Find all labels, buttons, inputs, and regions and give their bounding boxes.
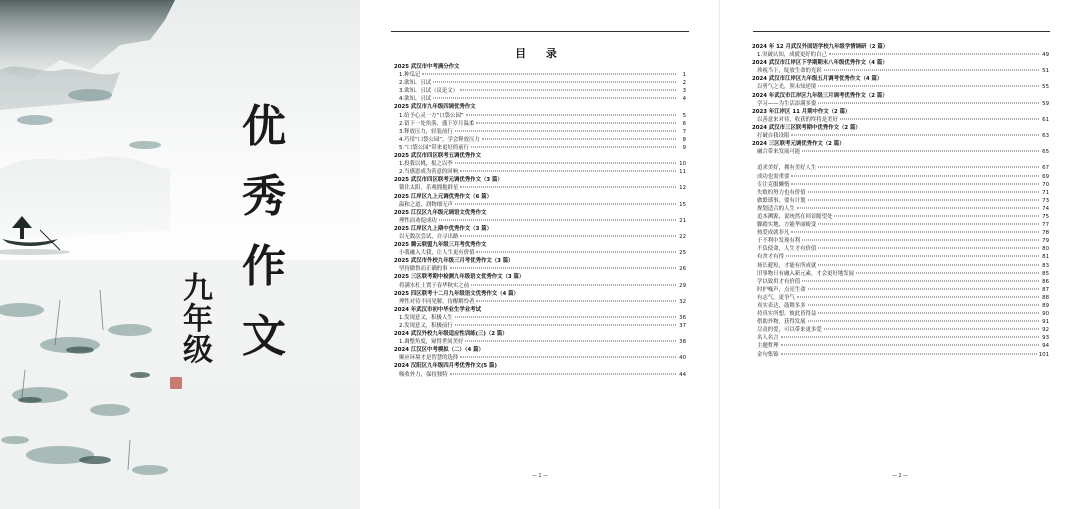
toc-text: 2024 武汉市江岸区下学期期末八年级优秀作文（4 篇） [752,60,888,67]
toc-page-number: 94 [1042,343,1049,350]
toc-entry[interactable] [394,201,686,209]
toc-text: 1.给予心灵一方“口袋公园” [399,112,464,119]
dot-leader [476,122,676,123]
toc-entry[interactable] [752,213,1049,221]
toc-entry[interactable] [394,160,686,168]
toc-text: 2025 三区联考期中检测九年级语文优秀作文（3 篇） [394,274,525,281]
header-rule [391,31,689,32]
dot-leader [824,329,1039,330]
cover-grade-char: 年 [183,302,213,337]
toc-page-number: 51 [1042,68,1049,75]
toc-text: 追本溯源，说统然在回首瞻望处 [757,213,833,220]
toc-page-number: 49 [1042,52,1049,59]
dot-leader [797,296,1039,297]
cover-grade-char: 级 [183,333,213,368]
toc-section-heading [394,257,686,265]
toc-section-heading [394,103,686,111]
toc-text: 以无数次尝试，自寻出路 [399,233,459,240]
dot-leader [834,215,1039,216]
toc-entry[interactable] [752,278,1049,286]
dot-leader [818,167,1039,168]
toc-text: 将满水杠土置于春华秋实之前 [399,282,470,289]
dot-leader [460,235,676,236]
toc-page-number: 87 [1042,286,1049,293]
toc-section-heading [752,92,1049,100]
dot-leader [818,248,1039,249]
toc-section-heading [752,43,1049,51]
dot-leader [460,357,676,358]
toc-text: 3.欲知、且试（议论文） [399,88,459,95]
dot-leader [460,90,676,91]
toc-entry[interactable] [394,314,686,322]
toc-text: 以善意来对待，收获的终将是美好 [757,116,838,123]
toc-text: 2.欲知、且试 [399,80,432,87]
toc-list [394,63,686,379]
toc-page-number: 3 [682,88,686,95]
toc-text: 2024 江汉区中考模拟（二）（4 篇） [394,347,484,354]
toc-text: 3.释放压力，轻装前行 [399,128,453,135]
toc-entry[interactable] [394,249,686,257]
toc-spacer [752,156,1049,164]
toc-entry[interactable] [752,221,1049,229]
cover-grade-char: 九 [183,271,213,306]
toc-text: 融合带来发展可能 [757,149,801,156]
toc-entry[interactable] [752,294,1049,302]
toc-text: 2025 武汉市四区联考元调优秀作文（3 篇） [394,177,503,184]
toc-page-number: 1 [682,72,686,79]
page-number: — 2 — [891,473,909,479]
toc-entry[interactable] [394,87,686,95]
dot-leader [781,345,1039,346]
dot-leader [802,151,1039,152]
toc-text: 学习——为生活添满多姿 [757,100,817,107]
toc-text: 成功也需重要 [757,173,790,180]
toc-page-number: 29 [679,282,686,289]
dot-leader [818,224,1039,225]
toc-section-heading [394,176,686,184]
toc-text: 1.发现意义，积极人生 [399,314,453,321]
toc-text: 2025 江岸区九上元调优秀作文（6 篇） [394,193,492,200]
toc-entry[interactable] [752,262,1049,270]
toc-page-number: 67 [1042,165,1049,172]
cover-title [238,92,290,372]
dot-leader [808,305,1039,306]
dot-leader [829,54,1039,55]
toc-entry[interactable] [394,112,686,120]
toc-text: 小我融入大我，让人生更有价值 [399,250,475,257]
dot-leader [781,337,1039,338]
toc-text: 2024 武汉外校九年级适应性训练(三)（2 篇） [394,331,508,338]
book-cover [0,0,360,509]
toc-page-number: 9 [682,144,686,151]
toc-page-number: 78 [1042,230,1049,237]
toc-section-heading [752,75,1049,83]
toc-page-number: 11 [679,169,686,176]
toc-section-heading [394,152,686,160]
toc-page-number: 7 [682,128,686,135]
toc-entry[interactable] [752,67,1049,75]
toc-page-number: 5 [682,112,686,119]
toc-page-number: 74 [1042,205,1049,212]
dot-leader [818,102,1039,103]
toc-entry[interactable] [394,322,686,330]
toc-entry[interactable] [752,197,1049,205]
toc-entry[interactable] [394,95,686,103]
toc-page-number: 69 [1042,173,1049,180]
dot-leader [455,316,676,317]
toc-text: 有志气，更争气 [757,294,795,301]
toc-page-number: 22 [679,233,686,240]
toc-entry[interactable] [394,71,686,79]
toc-entry[interactable] [752,116,1049,124]
toc-page-number: 25 [679,250,686,257]
toc-page-number: 12 [679,185,686,192]
toc-page-1 [360,0,720,509]
toc-page-number: 2 [682,80,686,87]
dot-leader [433,82,676,83]
dot-leader [781,353,1037,354]
dot-leader [791,232,1039,233]
dot-leader [791,183,1039,184]
toc-page-number: 26 [679,266,686,273]
toc-text: 做繁琐事，要有计划 [757,197,806,204]
red-seal-stamp [170,377,182,389]
toc-text: 追求美好，拥有美好人生 [757,165,817,172]
toc-entry[interactable] [394,217,686,225]
toc-text: 学以致用才有价值 [757,278,801,285]
toc-page-number: 59 [1042,100,1049,107]
toc-entry[interactable] [394,144,686,152]
toc-section-heading [394,346,686,354]
toc-page-number: 71 [1042,189,1049,196]
toc-page-number: 83 [1042,262,1049,269]
dot-leader [471,146,676,147]
toc-text: 1.投我以桃，报之以李 [399,161,453,168]
dot-leader [808,288,1039,289]
toc-page-number: 32 [679,298,686,305]
toc-text: 以勇气之光，照未知逆境 [757,84,817,91]
toc-page-number: 65 [1042,149,1049,156]
toc-section-heading [394,193,686,201]
toc-list [752,43,1049,359]
toc-text: 2025 武汉市中考满分作文 [394,64,460,70]
toc-text: 5.“口袋公园”带来更好的前行 [399,144,470,151]
dot-leader [808,199,1039,200]
dot-leader [802,280,1039,281]
toc-page-number: 36 [679,314,686,321]
toc-text: 1.种瓜记 [399,72,421,79]
toc-page-number: 8 [682,136,686,143]
toc-text: 尽责的爱，可以带来更多爱 [757,327,822,334]
toc-page-number: 81 [1042,254,1049,261]
dot-leader [840,118,1039,119]
toc-text: 2024 年 12 月武汉外国语学校九年级学情调研（2 篇） [752,44,889,50]
toc-page-number: 38 [679,339,686,346]
toc-page-number: 101 [1038,351,1049,358]
toc-page-number: 70 [1042,181,1049,188]
toc-text: 珍视当下，绽放生命的光彩 [757,68,822,75]
toc-entry[interactable] [752,342,1049,350]
toc-section-heading [752,59,1049,67]
toc-page-number: 4 [682,96,686,103]
toc-text: 2025 武汉市九年级四调优秀作文 [394,104,476,111]
cover-title-char: 优 [242,101,286,152]
toc-text: 借助外物，获得发展 [757,319,806,326]
dot-leader [433,98,676,99]
toc-entry[interactable] [394,265,686,273]
dot-leader [455,163,676,164]
dot-leader [455,203,676,204]
toc-entry[interactable] [394,282,686,290]
toc-page-number: 63 [1042,133,1049,140]
toc-title: 目 录 [515,47,565,60]
toc-page-number: 75 [1042,213,1049,220]
dot-leader [797,207,1039,208]
dot-leader [465,341,676,342]
toc-entry[interactable] [752,270,1049,278]
toc-entry[interactable] [394,371,686,379]
toc-entry[interactable] [752,229,1049,237]
toc-entry[interactable] [752,326,1049,334]
toc-page-number: 89 [1042,303,1049,309]
toc-section-heading [394,63,686,71]
toc-entry[interactable] [752,286,1049,294]
toc-text: 2024 汉阳区九年级四月考优秀作文(5 篇) [394,363,497,370]
toc-text: 旧事物只有融入新元素，才会更好地发展 [757,270,855,277]
dot-leader [791,135,1039,136]
toc-text: 理性而劝促成功 [399,217,437,224]
toc-page-number: 40 [679,355,686,362]
dot-leader [460,187,676,188]
toc-entry[interactable] [394,354,686,362]
toc-page-number: 61 [1042,116,1049,123]
toc-text: 2024 年武汉市江岸区九年级三月调考优秀作文（2 篇） [752,92,888,99]
cover-title-char: 秀 [242,171,286,222]
toc-entry[interactable] [752,318,1049,326]
toc-text: 2.发现意义，积极前行 [399,323,453,329]
toc-page-number: 92 [1042,327,1049,334]
toc-entry[interactable] [752,302,1049,310]
dot-leader [818,264,1039,265]
toc-text: 失败的努力也有价值 [757,189,806,196]
toc-text: 2024 武汉市三区联考期中优秀作文（2 篇） [752,124,861,131]
toc-entry[interactable] [752,100,1049,108]
toc-text: 4.巧用“口袋公园”，学会释放压力 [399,136,480,143]
dot-leader [450,268,676,269]
toc-text: 时护噪声，点亮生命 [757,286,806,293]
toc-text: 2025 江汉区九年级元调语文优秀作文 [394,209,487,216]
toc-text: 金句集锦 [757,351,779,358]
dot-leader [476,252,676,253]
toc-entry[interactable] [752,351,1049,359]
toc-page-number: 85 [1042,270,1049,277]
toc-text: 不负使命，人生才有价值 [757,246,817,253]
toc-page-number: 37 [679,323,686,329]
toc-text: 2.留下一处角落，盛下岁月温柔 [399,120,475,127]
toc-page-number: 73 [1042,197,1049,204]
toc-text: 1.调整角度，窥得世间美好 [399,339,464,346]
toc-text: 脚踏实地，方能华丽蜕变 [757,222,817,229]
cover-title-char: 作 [242,241,286,292]
toc-text: 2025 武汉市四区联考五调优秀作文 [394,153,481,160]
toc-entry[interactable] [394,184,686,192]
toc-text: 2025 四区联考十二月九年级语文优秀作文（4 篇） [394,290,519,297]
toc-page-number: 6 [682,120,686,127]
toc-page-number: 77 [1042,222,1049,229]
toc-section-heading [394,241,686,249]
toc-text: 有舍才有得 [757,254,784,261]
toc-text: 2024 年武汉市初中毕业生学业考试 [394,306,481,313]
toc-entry[interactable] [752,173,1049,181]
toc-entry[interactable] [752,237,1049,245]
toc-entry[interactable] [752,132,1049,140]
toc-text: 扬长避短，才能有所成就 [757,262,817,269]
toc-text: 热爱成就非凡 [757,230,790,237]
dot-leader [818,86,1039,87]
ink-landscape-painting [0,0,360,509]
dot-leader [471,284,676,285]
toc-entry[interactable] [752,51,1049,59]
toc-entry[interactable] [394,136,686,144]
toc-section-heading [394,290,686,298]
toc-text: 2025 武汉市外校九年级三月考优秀作文（3 篇） [394,258,514,265]
toc-text: 4.欲知、且试 [399,96,432,103]
toc-section-heading [394,330,686,338]
toc-entry[interactable] [752,245,1049,253]
toc-page-number: 88 [1042,294,1049,301]
toc-text: 2025 腾云联盟九年级三月考优秀作文 [394,242,487,249]
dot-leader [808,191,1039,192]
toc-text: 2.当感恩成为善意的回响 [399,169,459,176]
toc-text: 规划适合的人生 [757,205,795,212]
toc-page-number: 90 [1042,311,1049,318]
toc-entry[interactable] [752,83,1049,91]
toc-section-heading [394,273,686,281]
toc-text: 坚持做鲁而正确的事 [399,266,448,273]
toc-entry[interactable] [394,79,686,87]
dot-leader [460,171,676,172]
toc-page-2 [720,0,1080,509]
toc-entry[interactable] [752,310,1049,318]
dot-leader [466,114,676,115]
toc-page-number: 80 [1042,246,1049,253]
page-number: — 1 — [531,473,549,479]
toc-text: 2023 年江岸区 11 月期中作文（2 篇） [752,108,851,115]
toc-text: 真实表达，鼓舞多多 [757,303,806,309]
toc-entry[interactable] [394,120,686,128]
dot-leader [439,219,676,220]
toc-entry[interactable] [394,168,686,176]
toc-entry[interactable] [752,253,1049,261]
toc-section-heading [394,225,686,233]
toc-text: 吸收外力，保持独特 [399,371,448,378]
toc-entry[interactable] [394,128,686,136]
dot-leader [824,70,1039,71]
toc-page-number: 10 [679,161,686,168]
toc-section-heading [752,124,1049,132]
toc-page-number: 79 [1042,238,1049,245]
toc-page-number: 55 [1042,84,1049,91]
dot-leader [422,74,676,75]
dot-leader [818,313,1039,314]
toc-text: 名人名言 [757,335,779,342]
toc-section-heading [394,362,686,370]
toc-text: 顺应环境才是智慧的选择 [399,355,459,362]
toc-entry[interactable] [394,338,686,346]
dot-leader [802,240,1039,241]
toc-entry[interactable] [752,148,1049,156]
toc-text: 2024 武汉市江岸区九年级五月调考优秀作文（4 篇） [752,76,883,83]
dot-leader [450,373,676,374]
toc-entry[interactable] [752,205,1049,213]
header-rule [753,31,1050,32]
toc-text: 于不利中发现有利 [757,238,801,245]
toc-text: 持真实所想，彼此皆得益 [757,311,817,318]
toc-section-heading [394,209,686,217]
toc-text: 温和之道，润物细无声 [399,201,453,208]
toc-text: 主题哲理 [757,343,779,350]
toc-text: 打破自我设限 [757,133,790,140]
dot-leader [476,300,676,301]
toc-page-number: 93 [1042,335,1049,342]
toc-text: 锁住太阳，乐观拥抱群星 [399,185,459,192]
dot-leader [791,175,1039,176]
dot-leader [455,325,676,326]
toc-page-number: 91 [1042,319,1049,326]
toc-entry[interactable] [752,334,1049,342]
dot-leader [482,138,676,139]
toc-text: 2024 三区联考元调优秀作文（2 篇） [752,141,845,148]
dot-leader [856,272,1039,273]
toc-page-number: 44 [679,371,686,378]
toc-entry[interactable] [752,164,1049,172]
toc-entry[interactable] [394,298,686,306]
toc-page-number: 15 [679,201,686,208]
cover-title-char: 文 [242,311,286,362]
dot-leader [455,130,676,131]
toc-section-heading [752,108,1049,116]
toc-page-number: 86 [1042,278,1049,285]
toc-text: 专注克服懒惰 [757,181,790,188]
toc-text: 理性对待不同见解，待醒解怜者 [399,298,475,305]
toc-entry[interactable] [752,189,1049,197]
cover-grade [176,273,220,366]
toc-entry[interactable] [752,181,1049,189]
dot-leader [808,321,1039,322]
toc-section-heading [752,140,1049,148]
toc-entry[interactable] [394,233,686,241]
toc-section-heading [394,306,686,314]
toc-page-number: 21 [679,217,686,224]
toc-text: 1.突破认知，成就更好的自己 [757,52,827,59]
toc-text: 2025 江岸区九上期中优秀作文（3 篇） [394,225,492,232]
dot-leader [786,256,1039,257]
